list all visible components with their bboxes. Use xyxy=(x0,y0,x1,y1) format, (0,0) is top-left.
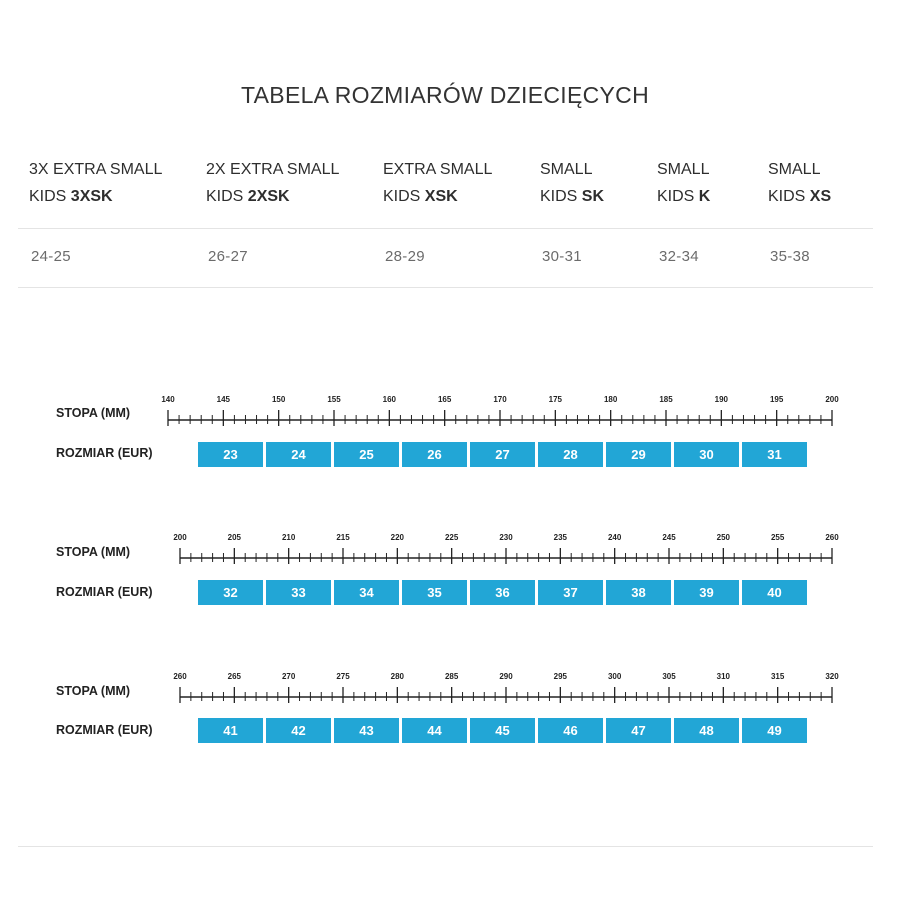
eur-size-box: 24 xyxy=(266,442,331,467)
eur-size-label: ROZMIAR (EUR) xyxy=(56,446,153,460)
eur-size-box: 28 xyxy=(538,442,603,467)
foot-length-ruler xyxy=(160,530,840,566)
size-code: K xyxy=(698,188,711,205)
eur-size-box: 41 xyxy=(198,718,263,743)
size-code: XS xyxy=(809,188,832,205)
ruler-tick-label: 205 xyxy=(227,533,242,542)
eur-size-box: 26 xyxy=(402,442,467,467)
bottom-divider xyxy=(18,846,873,847)
eur-size-box: 34 xyxy=(334,580,399,605)
eur-size-box: 43 xyxy=(334,718,399,743)
eur-size-box: 33 xyxy=(266,580,331,605)
ruler-tick-label: 165 xyxy=(437,395,452,404)
eur-size-box: 29 xyxy=(606,442,671,467)
page-title: TABELA ROZMIARÓW DZIECIĘCYCH xyxy=(241,82,649,108)
eur-size-box: 44 xyxy=(402,718,467,743)
ruler-tick-label: 300 xyxy=(607,672,622,681)
ruler-tick-label: 185 xyxy=(659,395,673,404)
eur-size-box: 46 xyxy=(538,718,603,743)
size-range-value: 35-38 xyxy=(770,248,810,265)
size-range-value: 32-34 xyxy=(659,248,699,265)
ruler-tick-label: 245 xyxy=(662,533,676,542)
eur-size-box: 36 xyxy=(470,580,535,605)
eur-size-box: 30 xyxy=(674,442,739,467)
size-code: XSK xyxy=(424,188,458,205)
size-range-value: 26-27 xyxy=(208,248,248,265)
eur-size-box: 25 xyxy=(334,442,399,467)
ruler-tick-label: 145 xyxy=(216,395,231,404)
ruler-tick-label: 260 xyxy=(173,672,187,681)
size-name-line: SMALL xyxy=(657,161,710,178)
foot-length-label: STOPA (MM) xyxy=(56,684,131,698)
ruler-tick-label: 175 xyxy=(548,395,563,404)
size-range-value: 28-29 xyxy=(385,248,425,265)
size-column-header: EXTRA SMALL KIDS XSK xyxy=(383,161,493,205)
ruler-tick-label: 190 xyxy=(714,395,729,404)
ruler-tick-label: 200 xyxy=(173,533,187,542)
ruler-tick-label: 180 xyxy=(603,395,618,404)
size-name-line: SMALL xyxy=(540,161,593,178)
eur-size-box: 39 xyxy=(674,580,739,605)
ruler-tick-label: 275 xyxy=(336,672,350,681)
eur-size-box: 23 xyxy=(198,442,263,467)
ruler-tick-label: 310 xyxy=(716,672,731,681)
ruler-tick-label: 290 xyxy=(499,672,513,681)
ruler-tick-label: 305 xyxy=(662,672,676,681)
ruler-tick-label: 240 xyxy=(607,533,622,542)
eur-size-label: ROZMIAR (EUR) xyxy=(56,723,153,737)
table-divider xyxy=(18,287,873,288)
eur-size-box: 27 xyxy=(470,442,535,467)
foot-length-ruler xyxy=(160,669,840,705)
foot-length-ruler xyxy=(160,392,840,428)
ruler-tick-label: 295 xyxy=(553,672,568,681)
foot-length-label: STOPA (MM) xyxy=(56,406,131,420)
eur-size-box: 45 xyxy=(470,718,535,743)
ruler-tick-label: 220 xyxy=(390,533,405,542)
ruler-tick-label: 230 xyxy=(499,533,513,542)
size-name-line: SMALL xyxy=(768,161,821,178)
eur-size-label: ROZMIAR (EUR) xyxy=(56,585,153,599)
eur-size-box: 38 xyxy=(606,580,671,605)
ruler-tick-label: 260 xyxy=(825,533,839,542)
eur-size-box: 40 xyxy=(742,580,807,605)
ruler-tick-label: 255 xyxy=(770,533,785,542)
ruler-tick-label: 225 xyxy=(444,533,459,542)
ruler-tick-label: 210 xyxy=(281,533,296,542)
ruler-tick-label: 140 xyxy=(161,395,175,404)
size-code: 3XSK xyxy=(70,188,113,205)
ruler-tick-label: 270 xyxy=(281,672,296,681)
ruler-tick-label: 315 xyxy=(770,672,785,681)
size-column-header: SMALL KIDS SK xyxy=(540,161,605,205)
eur-size-box: 32 xyxy=(198,580,263,605)
eur-size-box: 31 xyxy=(742,442,807,467)
size-range-value: 24-25 xyxy=(31,248,71,265)
size-name-line: 2X EXTRA SMALL xyxy=(206,161,340,178)
ruler-tick-label: 200 xyxy=(825,395,839,404)
size-range-value: 30-31 xyxy=(542,248,582,265)
size-code: 2XSK xyxy=(247,188,290,205)
ruler-tick-label: 280 xyxy=(390,672,405,681)
table-divider xyxy=(18,228,873,229)
size-name-line: 3X EXTRA SMALL xyxy=(29,161,163,178)
foot-length-label: STOPA (MM) xyxy=(56,545,131,559)
ruler-tick-label: 195 xyxy=(769,395,784,404)
ruler-tick-label: 285 xyxy=(444,672,459,681)
size-code: SK xyxy=(581,188,605,205)
ruler-tick-label: 160 xyxy=(382,395,397,404)
eur-size-box: 42 xyxy=(266,718,331,743)
ruler-tick-label: 235 xyxy=(553,533,568,542)
ruler-tick-label: 155 xyxy=(327,395,341,404)
size-column-header: SMALL KIDS K xyxy=(657,161,711,205)
ruler-tick-label: 320 xyxy=(825,672,839,681)
size-column-header: SMALL KIDS XS xyxy=(768,161,832,205)
eur-size-box: 47 xyxy=(606,718,671,743)
eur-size-box: 35 xyxy=(402,580,467,605)
eur-size-box: 48 xyxy=(674,718,739,743)
ruler-tick-label: 150 xyxy=(271,395,286,404)
eur-size-box: 49 xyxy=(742,718,807,743)
size-column-header: 3X EXTRA SMALL KIDS 3XSK xyxy=(29,161,163,205)
ruler-tick-label: 215 xyxy=(336,533,350,542)
size-column-header: 2X EXTRA SMALL KIDS 2XSK xyxy=(206,161,340,205)
ruler-tick-label: 265 xyxy=(227,672,242,681)
ruler-tick-label: 170 xyxy=(493,395,507,404)
eur-size-box: 37 xyxy=(538,580,603,605)
ruler-tick-label: 250 xyxy=(716,533,731,542)
size-name-line: EXTRA SMALL xyxy=(383,161,493,178)
